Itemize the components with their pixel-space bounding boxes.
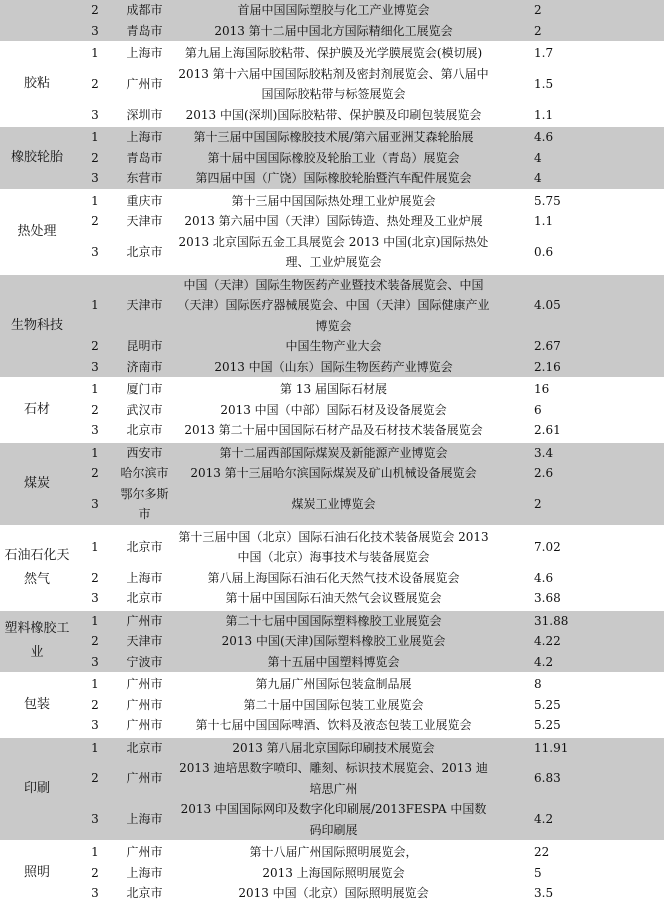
table-row bbox=[74, 758, 664, 799]
row-index: 2 bbox=[91, 697, 99, 712]
table-row bbox=[74, 611, 664, 632]
row-value: 31.88 bbox=[534, 613, 569, 628]
row-value: 5.75 bbox=[534, 193, 561, 208]
table-row bbox=[74, 695, 664, 716]
table-row bbox=[74, 674, 664, 695]
row-index: 2 bbox=[91, 76, 99, 91]
table-row bbox=[74, 527, 664, 568]
row-index: 1 bbox=[91, 46, 99, 60]
row-index: 1 bbox=[91, 740, 99, 755]
table-row bbox=[74, 715, 664, 736]
category-label: 石油石化天然气 bbox=[4, 547, 70, 587]
row-value: 22 bbox=[534, 845, 550, 859]
row-index: 1 bbox=[91, 445, 99, 460]
row-exhibition-name: 第十届中国国际石油天然气会议暨展览会 bbox=[225, 591, 442, 605]
row-index: 1 bbox=[91, 382, 99, 396]
row-index: 2 bbox=[91, 402, 99, 417]
row-value: 4.2 bbox=[534, 654, 554, 669]
row-exhibition-name: 第十二届西部国际煤炭及新能源产业博览会 bbox=[219, 445, 448, 460]
row-value: 8 bbox=[534, 677, 542, 691]
row-city: 深圳市 bbox=[126, 107, 163, 122]
row-index: 3 bbox=[91, 654, 99, 669]
row-index: 1 bbox=[91, 193, 99, 208]
category-group bbox=[0, 189, 664, 273]
category-group bbox=[0, 840, 664, 904]
row-index: 1 bbox=[91, 677, 99, 691]
row-exhibition-name: 2013 中国(深圳)国际胶粘带、保护膜及印刷包装展览会 bbox=[185, 107, 482, 122]
table-row bbox=[74, 148, 664, 169]
row-city: 天津市 bbox=[126, 214, 163, 228]
row-city: 西安市 bbox=[126, 445, 163, 460]
row-exhibition-name: 第二十七届中国国际塑料橡胶工业展览会 bbox=[225, 613, 442, 628]
table-row bbox=[74, 400, 664, 421]
table-row bbox=[74, 336, 664, 357]
row-exhibition-name: 中国生物产业大会 bbox=[285, 339, 382, 353]
row-city: 上海市 bbox=[126, 865, 163, 880]
row-exhibition-name: 2013 中国（山东）国际生物医药产业博览会 bbox=[214, 359, 453, 374]
table-row bbox=[74, 211, 664, 232]
row-index: 3 bbox=[91, 718, 99, 732]
category-label bbox=[0, 0, 74, 41]
category-group bbox=[0, 125, 664, 189]
row-city: 青岛市 bbox=[126, 23, 163, 38]
table-row bbox=[74, 0, 664, 21]
row-value: 4 bbox=[534, 150, 542, 165]
row-value: 1.1 bbox=[534, 107, 554, 122]
category-group bbox=[0, 441, 664, 525]
row-city: 广州市 bbox=[126, 677, 163, 691]
row-index: 3 bbox=[91, 171, 99, 185]
table-row bbox=[74, 105, 664, 126]
table-row bbox=[74, 799, 664, 840]
table-row bbox=[74, 127, 664, 148]
table-row bbox=[74, 652, 664, 673]
row-exhibition-name: 2013 第十六届中国国际胶粘剂及密封剂展览会、第八届中国国际胶粘带与标签展览会 bbox=[178, 66, 489, 101]
row-index: 1 bbox=[91, 130, 99, 144]
row-value: 2 bbox=[534, 23, 542, 38]
row-exhibition-name: 第十七届中国国际啤酒、饮料及液态包装工业展览会 bbox=[195, 718, 472, 732]
row-value: 16 bbox=[534, 382, 550, 396]
table-row bbox=[74, 738, 664, 759]
table-row bbox=[74, 379, 664, 400]
row-exhibition-name: 2013 中国(天津)国际塑料橡胶工业展览会 bbox=[221, 634, 446, 648]
table-row bbox=[74, 420, 664, 441]
row-exhibition-name: 第九届广州国际包装盒制品展 bbox=[255, 677, 412, 691]
row-city: 昆明市 bbox=[126, 339, 163, 353]
row-value: 1.7 bbox=[534, 46, 554, 60]
row-exhibition-name: 煤炭工业博览会 bbox=[291, 496, 376, 511]
row-value: 6.83 bbox=[534, 771, 561, 786]
category-group bbox=[0, 525, 664, 609]
row-index: 1 bbox=[91, 845, 99, 859]
row-city: 济南市 bbox=[126, 359, 163, 374]
row-value: 2.67 bbox=[534, 339, 561, 353]
row-index: 2 bbox=[91, 865, 99, 880]
table-row bbox=[74, 21, 664, 42]
row-city: 北京市 bbox=[126, 539, 163, 554]
row-value: 3.4 bbox=[534, 445, 554, 460]
row-value: 5.25 bbox=[534, 697, 561, 712]
category-label: 照明 bbox=[23, 864, 50, 880]
category-group bbox=[0, 41, 664, 125]
table-row bbox=[74, 568, 664, 589]
row-city: 厦门市 bbox=[126, 382, 163, 396]
category-group bbox=[0, 736, 664, 841]
row-exhibition-name: 中国（天津）国际生物医药产业暨技术装备展览会、中国（天津）国际医疗器械展览会、中国（天津）国际健康产业博览会 bbox=[177, 277, 490, 333]
row-city: 成都市 bbox=[126, 3, 163, 17]
row-city: 鄂尔多斯市 bbox=[120, 486, 169, 521]
row-city: 广州市 bbox=[126, 845, 163, 859]
row-exhibition-name: 第二十届中国国际包装工业展览会 bbox=[243, 697, 424, 712]
row-exhibition-name: 2013 中国（北京）国际照明展览会 bbox=[238, 886, 429, 900]
row-index: 3 bbox=[91, 244, 99, 259]
table-row bbox=[74, 168, 664, 189]
row-city: 东营市 bbox=[126, 171, 163, 185]
row-city: 广州市 bbox=[126, 771, 163, 786]
table-row bbox=[74, 463, 664, 484]
row-index: 3 bbox=[91, 496, 99, 511]
row-value: 0.6 bbox=[534, 244, 554, 259]
row-value: 6 bbox=[534, 402, 542, 417]
table-row bbox=[74, 631, 664, 652]
row-value: 4.05 bbox=[534, 298, 561, 312]
row-value: 4.2 bbox=[534, 812, 554, 827]
row-index: 3 bbox=[91, 423, 99, 437]
row-city: 重庆市 bbox=[126, 193, 163, 208]
table-row bbox=[74, 863, 664, 884]
row-exhibition-name: 2013 第六届中国（天津）国际铸造、热处理及工业炉展 bbox=[184, 214, 483, 228]
row-exhibition-name: 第十三届中国国际橡胶技术展/第六届亚洲艾森轮胎展 bbox=[193, 130, 474, 144]
table-row bbox=[74, 275, 664, 337]
row-exhibition-name: 第十八届广州国际照明展览会， bbox=[249, 845, 418, 859]
row-value: 7.02 bbox=[534, 539, 561, 554]
table-row bbox=[74, 842, 664, 863]
category-label: 生物科技 bbox=[10, 317, 63, 333]
row-value: 11.91 bbox=[534, 740, 569, 755]
category-label: 石材 bbox=[23, 401, 50, 417]
row-exhibition-name: 2013 第十三届哈尔滨国际煤炭及矿山机械设备展览会 bbox=[190, 466, 477, 480]
row-value: 5.25 bbox=[534, 718, 561, 732]
row-city: 广州市 bbox=[126, 76, 163, 91]
row-index: 3 bbox=[91, 812, 99, 827]
row-value: 4.6 bbox=[534, 130, 554, 144]
table-row bbox=[74, 191, 664, 212]
row-value: 2 bbox=[534, 496, 542, 511]
row-exhibition-name: 第 13 届国际石材展 bbox=[280, 382, 387, 396]
row-value: 5 bbox=[534, 865, 542, 880]
row-exhibition-name: 第十五届中国塑料博览会 bbox=[267, 654, 400, 669]
row-value: 3.5 bbox=[534, 886, 554, 900]
row-exhibition-name: 第九届上海国际胶粘带、保护膜及光学膜展览会(模切展) bbox=[184, 46, 483, 60]
row-city: 广州市 bbox=[126, 613, 163, 628]
row-city: 上海市 bbox=[126, 812, 163, 827]
row-city: 天津市 bbox=[126, 298, 163, 312]
table-row bbox=[74, 357, 664, 378]
row-exhibition-name: 2013 第八届北京国际印刷技术展览会 bbox=[232, 740, 435, 755]
row-exhibition-name: 第十届中国国际橡胶及轮胎工业（青岛）展览会 bbox=[207, 150, 460, 165]
category-label: 煤炭 bbox=[23, 475, 50, 491]
row-index: 1 bbox=[91, 298, 99, 312]
row-exhibition-name: 2013 第十二届中国北方国际精细化工展览会 bbox=[214, 23, 453, 38]
category-label: 包装 bbox=[23, 696, 50, 712]
row-exhibition-name: 2013 迪培思数字喷印、雕刻、标识技术展览会、2013 迪培思广州 bbox=[179, 761, 488, 796]
table-row bbox=[74, 232, 664, 273]
row-value: 4 bbox=[534, 171, 542, 185]
category-group bbox=[0, 273, 664, 378]
row-value: 3.68 bbox=[534, 591, 561, 605]
row-index: 2 bbox=[91, 466, 99, 480]
row-city: 宁波市 bbox=[126, 654, 163, 669]
row-value: 1.5 bbox=[534, 76, 554, 91]
table-row bbox=[74, 484, 664, 525]
table-row bbox=[74, 883, 664, 904]
row-index: 2 bbox=[91, 339, 99, 353]
row-value: 2.61 bbox=[534, 423, 561, 437]
row-index: 3 bbox=[91, 886, 99, 900]
row-exhibition-name: 2013 第二十届中国国际石材产品及石材技术装备展览会 bbox=[184, 423, 483, 437]
row-exhibition-name: 第十三届中国（北京）国际石油石化技术装备展览会 2013 中国（北京）海事技术与装备展览会 bbox=[178, 529, 489, 564]
category-label: 印刷 bbox=[23, 780, 50, 796]
category-label: 橡胶轮胎 bbox=[10, 149, 63, 165]
row-city: 上海市 bbox=[126, 130, 163, 144]
row-city: 北京市 bbox=[126, 886, 163, 900]
category-group bbox=[0, 0, 664, 41]
table-row bbox=[74, 588, 664, 609]
row-city: 哈尔滨市 bbox=[120, 466, 169, 480]
row-index: 2 bbox=[91, 214, 99, 228]
row-city: 天津市 bbox=[126, 634, 163, 648]
category-group bbox=[0, 377, 664, 441]
row-exhibition-name: 2013 中国国际网印及数字化印刷展/2013FESPA 中国数码印刷展 bbox=[180, 802, 487, 837]
row-exhibition-name: 2013 中国（中部）国际石材及设备展览会 bbox=[220, 402, 447, 417]
row-exhibition-name: 第八届上海国际石油石化天然气技术设备展览会 bbox=[207, 570, 460, 585]
row-value: 4.6 bbox=[534, 570, 554, 585]
row-city: 北京市 bbox=[126, 423, 163, 437]
row-value: 2.16 bbox=[534, 359, 561, 374]
row-index: 2 bbox=[91, 634, 99, 648]
row-value: 2 bbox=[534, 3, 542, 17]
row-city: 北京市 bbox=[126, 244, 163, 259]
row-value: 4.22 bbox=[534, 634, 561, 648]
row-exhibition-name: 2013 上海国际照明展览会 bbox=[262, 865, 405, 880]
row-index: 3 bbox=[91, 591, 99, 605]
row-exhibition-name: 第四届中国（广饶）国际橡胶轮胎暨汽车配件展览会 bbox=[195, 171, 472, 185]
row-city: 北京市 bbox=[126, 740, 163, 755]
category-group bbox=[0, 609, 664, 673]
row-value: 1.1 bbox=[534, 214, 554, 228]
category-label: 胶粘 bbox=[23, 76, 50, 91]
row-city: 武汉市 bbox=[126, 402, 163, 417]
row-city: 上海市 bbox=[126, 46, 163, 60]
category-group bbox=[0, 672, 664, 736]
table-row bbox=[74, 64, 664, 105]
row-exhibition-name: 首届中国国际塑胶与化工产业博览会 bbox=[237, 3, 430, 17]
row-index: 3 bbox=[91, 23, 99, 38]
row-index: 3 bbox=[91, 359, 99, 374]
row-exhibition-name: 2013 北京国际五金工具展览会 2013 中国(北京)国际热处理、工业炉展览会 bbox=[178, 234, 489, 269]
row-exhibition-name: 第十三届中国国际热处理工业炉展览会 bbox=[231, 193, 436, 208]
row-city: 青岛市 bbox=[126, 150, 163, 165]
row-value: 2.6 bbox=[534, 466, 554, 480]
row-index: 1 bbox=[91, 613, 99, 628]
table-row bbox=[74, 43, 664, 64]
row-index: 1 bbox=[91, 539, 99, 554]
row-index: 3 bbox=[91, 107, 99, 122]
row-city: 广州市 bbox=[126, 718, 163, 732]
row-index: 2 bbox=[91, 771, 99, 786]
row-index: 2 bbox=[91, 150, 99, 165]
row-city: 广州市 bbox=[126, 697, 163, 712]
row-index: 2 bbox=[91, 570, 99, 585]
row-city: 北京市 bbox=[126, 591, 163, 605]
category-label: 热处理 bbox=[17, 223, 57, 239]
row-index: 2 bbox=[91, 3, 99, 17]
category-label: 塑料橡胶工业 bbox=[4, 621, 70, 661]
table-row bbox=[74, 443, 664, 464]
row-city: 上海市 bbox=[126, 570, 163, 585]
